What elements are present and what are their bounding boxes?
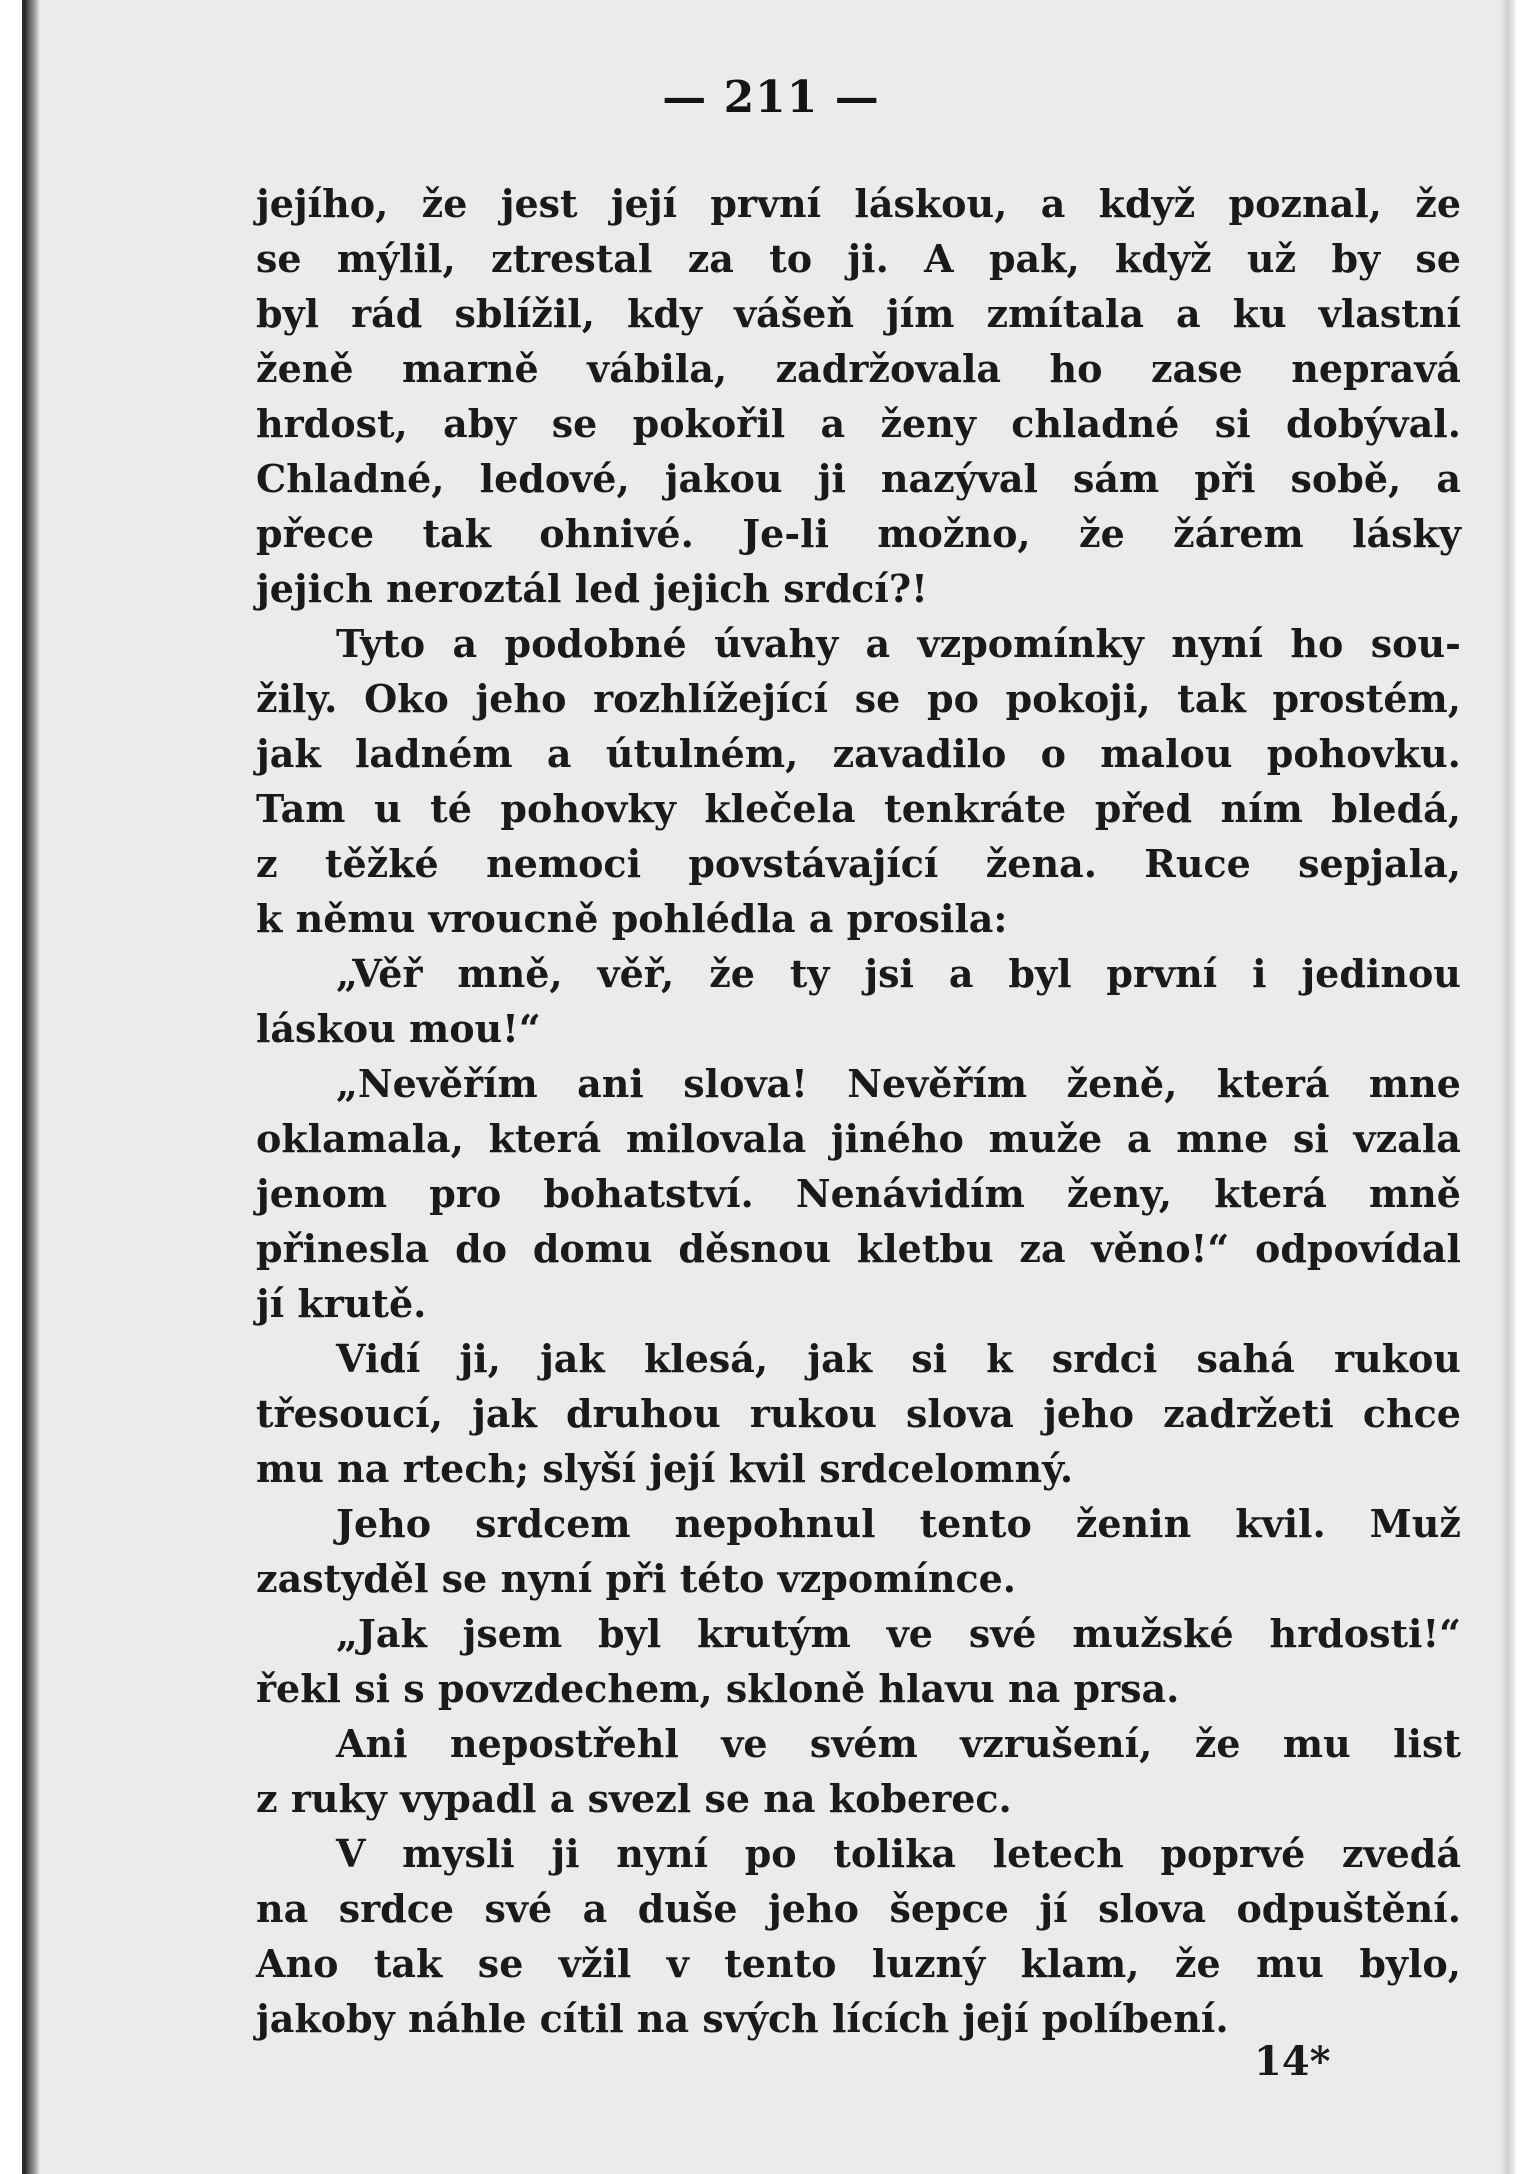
- text-line: jak ladném a útulném, zavadilo o malou pohovku.: [256, 731, 1461, 776]
- text-line: Tam u té pohovky klečela tenkráte před ním bledá,: [256, 786, 1461, 831]
- text-line: Tyto a podobné úvahy a vzpomínky nyní ho sou-: [336, 621, 1461, 666]
- text-line: k němu vroucně pohlédla a prosila:: [256, 896, 1008, 941]
- text-line: Chladné, ledové, jakou ji nazýval sám při sobě, a: [256, 456, 1461, 501]
- signature-mark: 14*: [1254, 2038, 1331, 2085]
- body-text: [256, 176, 1461, 2046]
- page-binding-edge: [26, 0, 40, 2174]
- text-line: „Věř mně, věř, že ty jsi a byl první i jedinou: [336, 951, 1461, 996]
- text-line: na srdce své a duše jeho šepce jí slova odpuštění.: [256, 1886, 1461, 1931]
- page-right-edge: [1500, 0, 1516, 2174]
- text-line: byl rád sblížil, kdy vášeň jím zmítala a ku vlastní: [256, 291, 1461, 336]
- text-line: z těžké nemoci povstávající žena. Ruce sepjala,: [256, 841, 1461, 886]
- text-line: jenom pro bohatství. Nenávidím ženy, která mně: [256, 1171, 1461, 1216]
- text-line: ženě marně vábila, zadržovala ho zase nepravá: [256, 346, 1461, 391]
- text-line: z ruky vypadl a svezl se na koberec.: [256, 1776, 1012, 1821]
- text-line: jakoby náhle cítil na svých lících její políbení.: [256, 1996, 1229, 2041]
- text-line: V mysli ji nyní po tolika letech poprvé zvedá: [336, 1831, 1461, 1876]
- text-line: oklamala, která milovala jiného muže a mne si vzala: [256, 1116, 1461, 1161]
- text-line: Ani nepostřehl ve svém vzrušení, že mu list: [336, 1721, 1461, 1766]
- text-line: hrdost, aby se pokořil a ženy chladné si dobýval.: [256, 401, 1461, 446]
- text-line: zastyděl se nyní při této vzpomínce.: [256, 1556, 1017, 1601]
- text-line: přece tak ohnivé. Je-li možno, že žárem lásky: [256, 511, 1461, 556]
- text-line: se mýlil, ztrestal za to ji. A pak, když už by se: [256, 236, 1461, 281]
- text-line: Vidí ji, jak klesá, jak si k srdci sahá rukou: [336, 1336, 1461, 1381]
- text-line: jí krutě.: [256, 1281, 427, 1326]
- text-line: jejího, že jest její první láskou, a když poznal, že: [256, 181, 1461, 226]
- text-line: přinesla do domu děsnou kletbu za věno!“ odpovídal: [256, 1226, 1461, 1271]
- text-line: třesoucí, jak druhou rukou slova jeho zadržeti chce: [256, 1391, 1461, 1436]
- text-line: žily. Oko jeho rozhlížející se po pokoji, tak prostém,: [256, 676, 1461, 721]
- text-line: „Jak jsem byl krutým ve své mužské hrdosti!“: [336, 1611, 1461, 1656]
- page-number: — 211 —: [662, 72, 880, 123]
- text-line: láskou mou!“: [256, 1006, 541, 1051]
- text-line: Jeho srdcem nepohnul tento ženin kvil. Muž: [336, 1501, 1461, 1546]
- text-line: mu na rtech; slyší její kvil srdcelomný.: [256, 1446, 1074, 1491]
- text-line: Ano tak se vžil v tento luzný klam, že mu bylo,: [256, 1941, 1461, 1986]
- text-line: řekl si s povzdechem, skloně hlavu na prsa.: [256, 1666, 1180, 1711]
- text-line: jejich neroztál led jejich srdcí?!: [256, 566, 928, 611]
- text-line: „Nevěřím ani slova! Nevěřím ženě, která mne: [336, 1061, 1461, 1106]
- book-page: [22, 0, 1516, 2174]
